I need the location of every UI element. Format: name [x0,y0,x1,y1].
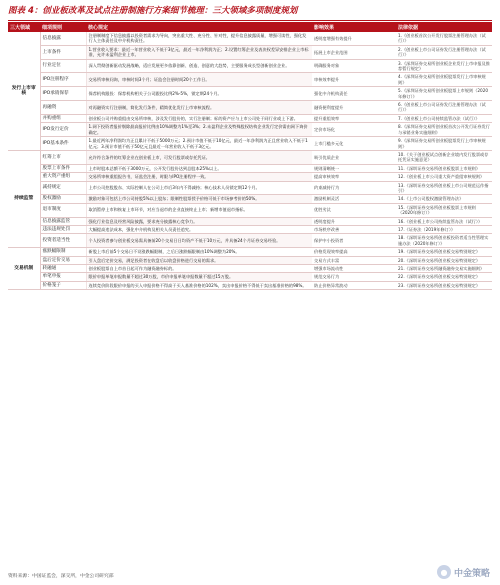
table-row [8,87,492,101]
rule-cell: 盘后定价交易 [40,256,86,264]
law-cell: 23.《深圳证券交易所创业板交易特别规定》 [396,281,492,289]
content-cell: 连续竞价阶段限价申报的买入申报价格不得高于买入基准价格的102%，卖出申报价格不得低于卖出基准价格的98%。 [86,281,312,289]
content-cell: 注册制制度下信息披露以投资者需求为导向，突出重大性、充分性、针对性，提升信息披露质量，增强可读性，强化发行人主体责任及中介机构责任。 [86,32,312,45]
table-row [8,248,492,256]
rule-cell: IPO发行定价 [40,123,86,137]
content-cell: 激励对象可包括上市公司持股5%以上股东；限制性股票授予价格可低于市场参考价的50%。 [86,195,312,203]
content-cell: 大幅提高违法成本，强化中介机构及相关人员责任追究。 [86,225,312,233]
rule-cell: 上市条件 [40,45,86,59]
rule-cell: 信息披露 [40,32,86,45]
rule-cell: 行业定位 [40,59,86,73]
table-row [8,73,492,87]
table-row [8,203,492,217]
law-cell: 15.《深圳证券交易所创业板股票上市规则（2020年修订）》 [396,203,492,217]
header-law: 法律依据 [396,22,492,32]
law-cell: 22.《深圳证券交易所创业板交易特别规定》 [396,273,492,281]
law-cell: 14.《上市公司股权激励管理办法》 [396,195,492,203]
law-cell: 21.《深圳证券交易所融资融券交易实施细则》 [396,265,492,273]
rule-cell: 再融资 [40,101,86,115]
content-cell: 个人投资者参与创业板交易需具备前20个交易日日均资产不低于10万元，并具备24个月证券交易经验。 [86,234,312,248]
table-row [8,265,492,273]
content-cell: 允许符合条件的红筹企业在创业板上市，可发行股票或存托凭证。 [86,150,312,164]
table-row [8,256,492,264]
header-domain: 三大领域 [8,22,40,32]
category-cell: 持续监管 [8,150,40,247]
law-cell: 8.《深圳证券交易所创业板首次公开发行证券发行与承销业务实施细则》 [396,123,492,137]
content-cell: 保荐机构跟投：保荐机构相关子公司跟投比例2%-5%，锁定期24个月。 [86,87,312,101]
table-row [8,101,492,115]
rule-cell: 退市制度 [40,203,86,217]
rule-cell: 并购重组 [40,114,86,122]
figure-title: 图表 4：创业板改革及试点注册制施行方案细节梳理：三大领域多项制度规划 [8,6,298,16]
effect-cell: 约束减持行为 [312,181,396,195]
table-row [8,234,492,248]
header-rule: 细项规则 [40,22,86,32]
law-cell: 4.《深圳证券交易所创业板股票发行上市审核规则》 [396,73,492,87]
rule-cell: IPO基本条件 [40,137,86,151]
rule-cell: 单笔申报 [40,273,86,281]
effect-cell: 市场秩序改善 [312,225,396,233]
content-cell: 1.最近两年净利润均为正且累计不低于5000万元；2.预计市值不低于10亿元，最近一年净利润为正且营业收入不低于1亿元；3.预计市值不低于50亿元且最近一年营业收入不低于3亿元。 [86,137,312,151]
title-underline [8,20,492,21]
rule-cell: 减持规定 [40,181,86,195]
content-cell: 交易所审核重组报告书，证监会注册，时限与IPO注册程序一致。 [86,173,312,181]
effect-cell: 明确服务对象 [312,59,396,73]
table-row [8,59,492,73]
table-row [8,273,492,281]
law-cell: 3.《深圳证券交易所创业板企业发行上市申报及推荐暂行规定》 [396,59,492,73]
law-cell: 20.《深圳证券交易所创业板交易特别规定》 [396,256,492,264]
rule-cell: 投资者适当性 [40,234,86,248]
watermark-text: 中金策略 [453,568,490,579]
content-cell: 强化行业信息及经营风险披露，要求充分披露核心竞争力。 [86,217,312,225]
category-cell: 交易机制 [8,248,40,290]
content-cell: 引入盘后定价交易，满足投资者在收盘后以收盘价格进行交易的需求。 [86,256,312,264]
law-cell: 1.《创业板首次公开发行股票注册管理办法（试行）》 [396,32,492,45]
effect-cell: 定价市场化 [312,123,396,137]
table-body [8,32,492,290]
law-cell: 19.《深圳证券交易所创业板交易特别规定》 [396,248,492,256]
effect-cell: 优胜劣汰 [312,203,396,217]
effect-cell: 规范交易行为 [312,273,396,281]
table-row [8,45,492,59]
law-cell: 6.《创业板上市公司证券发行注册管理办法（试行）》 [396,101,492,115]
effect-cell: 拓展上市企业范围 [312,45,396,59]
law-cell: 9.《深圳证券交易所创业板股票发行上市审核规则》 [396,137,492,151]
table-row [8,114,492,122]
law-cell: 11.《深圳证券交易所创业板股票上市规则》 [396,164,492,172]
rule-cell: 股权激励 [40,195,86,203]
rule-cell: 价格笼子 [40,281,86,289]
content-cell: 对再融资实行注册制，简化发行条件，精简优化发行上市审核流程。 [86,101,312,115]
content-cell: 创业板股票自上市首日起可作为融资融券标的。 [86,265,312,273]
rule-cell: 转融通 [40,265,86,273]
content-cell: 深入贯彻创新驱动发展战略，适应发展更多依靠创新、创造、创意的大趋势，主要服务成长型创新创业企业。 [86,59,312,73]
effect-cell: 防止价格异常波动 [312,281,396,289]
content-cell: 新股上市后前5个交易日不设涨跌幅限制，之后日涨跌幅限制由10%调整为20%。 [86,248,312,256]
effect-cell: 规则清晰统一 [312,164,396,172]
rule-cell: IPO注册程序 [40,73,86,87]
law-cell: 17.《证券法（2019年修订）》 [396,225,492,233]
effect-cell: 透明度提升 [312,217,396,225]
content-cell: 创业板公司并购重组由交易所审核，涉及发行股份的，实行注册制；标的资产应与上市公司处于同行业或上下游。 [86,114,312,122]
content-cell: 1.网下投资者报价剔除最高报价比例由10%调整为1%至3%；2.未盈利企业及特殊股权结构企业发行定价需由网下询价确定。 [86,123,312,137]
rule-cell: 股票上市条件 [40,164,86,172]
rule-cell: IPO承销保荐 [40,87,86,101]
rule-cell: 红筹上市 [40,150,86,164]
header-content: 核心规定 [86,22,312,32]
law-cell: 2.《创业板上市公司证券发行注册管理办法（试行）》 [396,45,492,59]
law-cell: 10.《关于创业板试点创新企业境内发行股票或存托凭证实施意见》 [396,150,492,164]
effect-cell: 审核效率提升 [312,73,396,87]
table-row [8,195,492,203]
table-row [8,137,492,151]
wechat-logo-icon: ● [437,565,451,579]
effect-cell: 融资便利度提升 [312,101,396,115]
regulation-table [8,22,492,564]
header-effect: 影响效果 [312,22,396,32]
table-row [8,217,492,225]
effect-cell: 保护中小投资者 [312,234,396,248]
effect-cell: 交易方式丰富 [312,256,396,264]
law-cell: 12.《创业板上市公司重大资产重组审核规则》 [396,173,492,181]
content-cell: 交易所审核问询，审核时间3个月；证监会注册时间20个工作日。 [86,73,312,87]
rule-cell: 涨跌幅限制 [40,248,86,256]
effect-cell: 吸引优质企业 [312,150,396,164]
law-cell: 18.《深圳证券交易所创业板投资者适当性管理实施办法（2020年修订）》 [396,234,492,248]
watermark [437,565,490,579]
rule-cell: 违法违规处罚 [40,225,86,233]
source-note: 资料来源：中国证监会，深交所，中金公司研究部 [8,574,114,579]
effect-cell: 上市门槛多元化 [312,137,396,151]
law-cell: 7.《创业板上市公司持续监管办法（试行）》 [396,114,492,122]
content-cell: 上市时股本总额不低于3000万元，公开发行股份达到总股本25%以上。 [86,164,312,172]
table-row [8,150,492,164]
effect-cell: 透明度增强有效提升 [312,32,396,45]
table-header-row [8,22,492,32]
table-row [8,123,492,137]
content-cell: 限价申报单笔申报数量不超过30万股，市价申报单笔申报数量不超过15万股。 [86,273,312,281]
effect-cell: 提升重组效率 [312,114,396,122]
rule-cell: 重大资产重组 [40,173,86,181]
content-cell: 取消暂停上市和恢复上市环节，对应当退市的企业直接终止上市；新增市值退市指标。 [86,203,312,217]
content-cell: 上市公司控股股东、实际控制人在公司上市后3年内不得减持；核心技术人员锁定期12个月。 [86,181,312,195]
table-row [8,32,492,45]
category-cell: 发行上市审核 [8,32,40,150]
law-cell: 13.《深圳证券交易所创业板上市公司规范运作指引》 [396,181,492,195]
content-cell: 1.营业收入要求：最近一年营业收入不低于3亿元，最近一年净利润为正；2.设置红筹企业及表决权差异安排企业上市标准，允许未盈利企业上市。 [86,45,312,59]
law-cell: 5.《深圳证券交易所创业板股票上市规则（2020年修订）》 [396,87,492,101]
law-cell: 16.《创业板上市公司持续监管办法（试行）》 [396,217,492,225]
table-row [8,164,492,172]
effect-cell: 强化中介机构责任 [312,87,396,101]
table-row [8,181,492,195]
effect-cell: 激励机制灵活 [312,195,396,203]
effect-cell: 增强市场流动性 [312,265,396,273]
rule-cell: 信息披露监管 [40,217,86,225]
effect-cell: 提高审核效率 [312,173,396,181]
table-row [8,173,492,181]
effect-cell: 价格发现效率提高 [312,248,396,256]
table-row [8,281,492,289]
table-row [8,225,492,233]
